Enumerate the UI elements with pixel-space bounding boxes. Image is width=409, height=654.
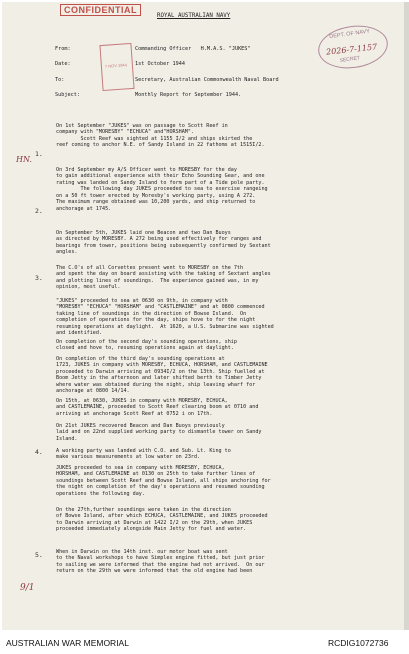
to-value: Secretary, Australian Commonwealth Naval Board [135,77,279,83]
paragraph: A working party was landed with C.O. and Sub. Lt. King to make various measurements at low water on 23rd. [56,448,231,461]
paragraph: On completion of the third day's sounding operations at 1723, JUKES in company with MORESBY, ECHUCA, HORSHAM, and CASTLEMAINE proceeded to Darwin arriving at 0934I/2 on the 13th. Ship fuelled at Boom Jetty in the afternoon and later shifted berth to Timber Jetty where water was obtained during the night, ship leaving wharf for anchorage at 0800 14/14. [56,356,268,395]
from-label: From: [55,46,71,52]
subject-label: Subject: [55,92,80,98]
archive-footer-left: AUSTRALIAN WAR MEMORIAL [6,638,129,648]
received-stamp [99,43,134,91]
file-number-handwriting: 2026-7-1157 [325,42,378,57]
confidential-stamp: CONFIDENTIAL [60,4,141,16]
to-label: To: [55,77,65,83]
margin-initials: HN. [16,155,33,164]
paragraph: On 21st JUKES recovered Beacon and Dan Buoys previously laid and on 22nd supplied working party to dismantle tower on Sandy Island. [56,423,262,442]
archive-footer-right: RCDIG1072736 [328,638,389,648]
paragraph: JUKES proceeded to sea in company with MORESBY, ECHUCA, HORSHAM, and CASTLEMAINE at 0130 on 25th to take further lines of soundings between Scott Reef and Bowse Island, all ships anchoring for the night on completion of the day's operations and resumed sounding operations the following day. [56,465,271,497]
page-edge-shadow [404,2,409,630]
section-number-3: 3. [35,274,43,282]
paragraph: On September 5th, JUKES laid one Beacon and two Dan Buoys as directed by MORESBY. A 272 being used effectively for ranges and bearings from tower, positions being subsequently confirmed by Sextant angles. [56,230,271,256]
paragraph: When in Darwin on the 14th inst. our motor boat was sent to the Naval workshops to have Simplex engine fitted, but just prior to sailing we were informed that the engine had not arrived. On our return on the 29th we were informed that the old engine had been [56,549,265,575]
paragraph: The C.O's of all Corvettes present went to MORESBY on the 7th and spent the day on board assisting with the taking of Sextant angles and plotting lines of soundings. The experience gained was, in my opinion, most useful. [56,265,271,291]
paragraph: On the 27th,further soundings were taken in the direction of Bowse Island, after which ECHUCA, CASTLEMAINE, and JUKES proceeded to Darwin arriving at Darwin at 1422 I/2 on the 29th, when JUKES proceeded immediately alongside Main Jetty for fuel and water. [56,507,268,533]
section-number-5: 5. [35,551,43,559]
paragraph: On 3rd September my A/S Officer went to MORESBY for the day to gain additional experience with their Echo Sounding Gear, and one rating was landed on Sandy Island to form part of a Tide pole party. The following day JUKES proceeded to sea to exercise rangeing on a 50 ft tower erected by Moresby's working party, using A 272. The maximum range obtained was 10,200 yards, and ship returned to anchorage at 1745. [56,167,268,212]
page-reference-handwriting: 9/1 [20,583,35,593]
paragraph: "JUKES" proceeded to sea at 0630 on 9th, in company with "MORESBY" "ECHUCA" "HORSHAM" and "CASTLEMAINE" and at 0800 commenced taking line of soundings in the direction of Bowse Island. On completion of operations for the day, ships hove to for the night resuming operations at daylight. At 1620, a U.S. Submarine was sighted and identified. [56,298,274,337]
navy-stamp-top-text: DEPT. OF NAVY [328,28,371,41]
subject-value: Monthly Report for September 1944. [135,92,242,98]
paragraph: On 15th, at 0630, JUKES in company with MORESBY, ECHUCA, and CASTLEMAINE, proceeded to Scott Reef clearing boom at 0710 and arriving at anchorage Scott Reef at 0752 i on 17th. [56,398,259,417]
paragraph: On completion of the second day's sounding operations, ship closed and hove to, resuming operations again at daylight. [56,339,237,352]
from-value: Commanding Officer H.M.A.S. "JUKES" [135,46,251,52]
navy-stamp-bottom-text: SECRET [339,55,361,64]
document-title: ROYAL AUSTRALIAN NAVY [157,13,231,19]
date-label: Date: [55,61,71,67]
date-value: 1st October 1944 [135,61,185,67]
paragraph: On 1st September "JUKES" was on passage to Scott Reef in company with "MORESBY" "ECHUCA" and"HORSHAM". Scott Reef was sighted at 1155 I/2 and ships skirted the reef coming to anchor N.E. of Sandy Island in 22 fathoms at 1515I/2. [56,123,265,149]
section-number-2: 2. [35,207,43,215]
received-stamp-date: 7 NOV 1944 [104,62,128,69]
section-number-1: 1. [35,150,43,158]
section-number-4: 4. [35,448,43,456]
